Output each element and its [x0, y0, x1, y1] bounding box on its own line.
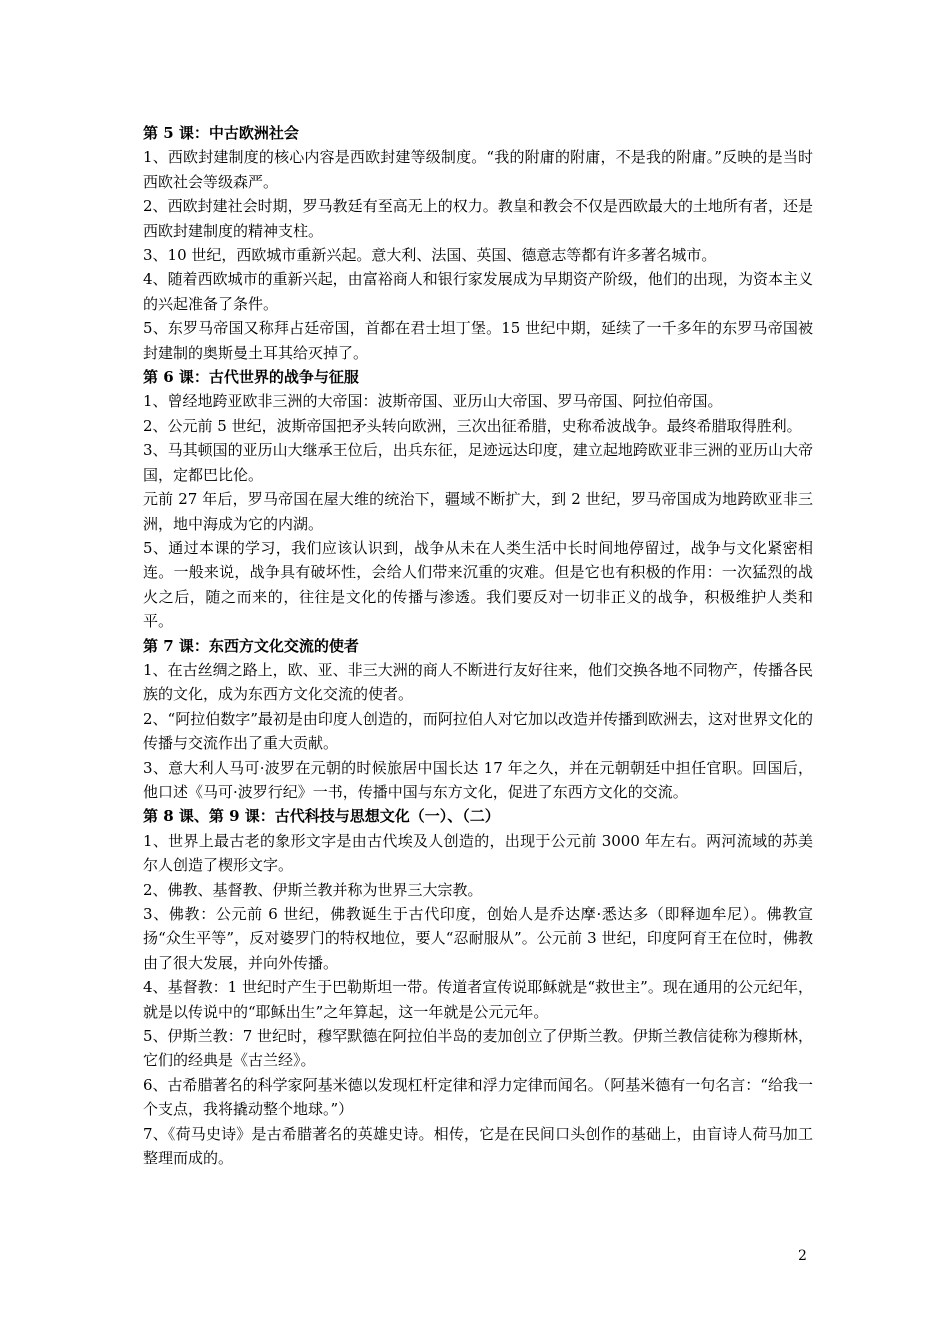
lesson-5-heading: 第 5 课：中古欧洲社会	[143, 124, 299, 142]
lesson-7-item-2: 2、“阿拉伯数字”最初是由印度人创造的，而阿拉伯人对它加以改造并传播到欧洲去，这对世界文化的传播与交流作出了重大贡献。	[143, 709, 813, 753]
lesson-6-item-5: 5、通过本课的学习，我们应该认识到，战争从未在人类生活中长时间地停留过，战争与文化紧密相连。一般来说，战争具有破坏性，会给人们带来沉重的灾难。但是它也有积极的作用：一次猛烈的战火之后，随之而来的，往往是文化的传播与渗透。我们要反对一切非正义的战争，积极维护人类和平。	[143, 538, 813, 631]
lesson-8-9-item-5: 5、伊斯兰教：7 世纪时，穆罕默德在阿拉伯半岛的麦加创立了伊斯兰教。伊斯兰教信徒称为穆斯林，它们的经典是《古兰经》。	[143, 1027, 813, 1070]
lesson-8-9-item-6: 6、古希腊著名的科学家阿基米德以发现杠杆定律和浮力定律而闻名。（阿基米德有一句名言：“给我一个支点，我将撬动整个地球。”）	[143, 1075, 813, 1119]
lesson-6-item-4: 元前 27 年后，罗马帝国在屋大维的统治下，疆域不断扩大，到 2 世纪，罗马帝国成为地跨欧亚非三洲，地中海成为它的内湖。	[143, 490, 813, 533]
lesson-8-9-item-7: 7、《荷马史诗》是古希腊著名的英雄史诗。相传，它是在民间口头创作的基础上，由盲诗人荷马加工整理而成的。	[143, 1124, 813, 1168]
lesson-5-item-5: 5、东罗马帝国又称拜占廷帝国，首都在君士坦丁堡。15 世纪中期，延续了一千多年的东罗马帝国被封建制的奥斯曼土耳其给灭掉了。	[143, 319, 813, 362]
document-body	[143, 121, 813, 1170]
lesson-5-item-2: 2、西欧封建社会时期，罗马教廷有至高无上的权力。教皇和教会不仅是西欧最大的土地所有者，还是西欧封建制度的精神支柱。	[143, 197, 813, 240]
lesson-8-9-heading: 第 8 课、第 9 课：古代科技与思想文化（一）、（二）	[143, 807, 500, 826]
lesson-6-item-2: 2、公元前 5 世纪，波斯帝国把矛头转向欧洲，三次出征希腊，史称希波战争。最终希腊取得胜利。	[143, 416, 802, 435]
lesson-5-item-1: 1、西欧封建制度的核心内容是西欧封建等级制度。“我的附庸的附庸，不是我的附庸。”反映的是当时西欧社会等级森严。	[143, 148, 813, 191]
lesson-7-item-3: 3、意大利人马可·波罗在元朝的时候旅居中国长达 17 年之久，并在元朝朝廷中担任官职。回国后，他口述《马可·波罗行纪》一书，传播中国与东方文化，促进了东西方文化的交流。	[143, 758, 813, 801]
lesson-7-item-1: 1、在古丝绸之路上，欧、亚、非三大洲的商人不断进行友好往来，他们交换各地不同物产，传播各民族的文化，成为东西方文化交流的使者。	[143, 660, 813, 704]
lesson-6-item-1: 1、曾经地跨亚欧非三洲的大帝国：波斯帝国、亚历山大帝国、罗马帝国、阿拉伯帝国。	[143, 392, 723, 411]
lesson-8-9-item-4: 4、基督教：1 世纪时产生于巴勒斯坦一带。传道者宣传说耶稣就是“救世主”。现在通用的公元纪年，就是以传说中的“耶稣出生”之年算起，这一年就是公元元年。	[143, 978, 813, 1021]
lesson-6-heading: 第 6 课：古代世界的战争与征服	[143, 368, 359, 387]
page-number: 2	[798, 1248, 807, 1264]
lesson-8-9-item-1: 1、世界上最古老的象形文字是由古代埃及人创造的，出现于公元前 3000 年左右。两河流域的苏美尔人创造了楔形文字。	[143, 831, 813, 875]
lesson-7-heading: 第 7 课：东西方文化交流的使者	[143, 636, 359, 655]
lesson-8-9-item-2: 2、佛教、基督教、伊斯兰教并称为世界三大宗教。	[143, 880, 483, 899]
lesson-5-item-3: 3、10 世纪，西欧城市重新兴起。意大利、法国、英国、德意志等都有许多著名城市。	[143, 246, 717, 265]
lesson-8-9-item-3: 3、佛教：公元前 6 世纪，佛教诞生于古代印度，创始人是乔达摩·悉达多（即释迦牟尼）。佛教宣扬“众生平等”，反对婆罗门的特权地位，要人“忍耐服从”。公元前 3 世纪，印度阿育王在位时，佛教由了很大发展，并向外传播。	[143, 905, 813, 972]
lesson-5-item-4: 4、随着西欧城市的重新兴起，由富裕商人和银行家发展成为早期资产阶级，他们的出现，为资本主义的兴起准备了条件。	[143, 270, 813, 313]
lesson-6-item-3: 3、马其顿国的亚历山大继承王位后，出兵东征，足迹远达印度，建立起地跨欧亚非三洲的亚历山大帝国，定都巴比伦。	[143, 441, 813, 484]
